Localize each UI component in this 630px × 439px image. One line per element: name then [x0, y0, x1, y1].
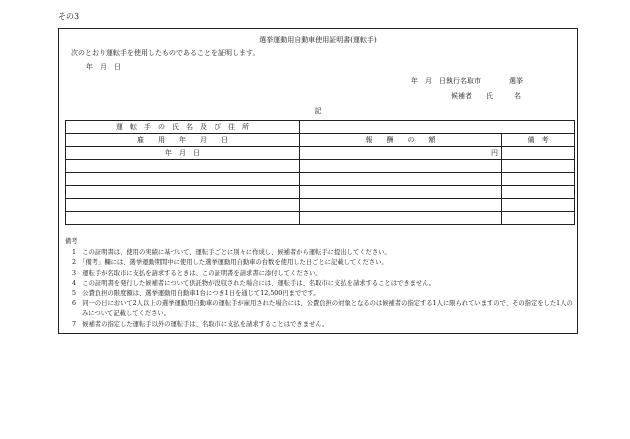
- remarks-cell[interactable]: [502, 199, 575, 212]
- remarks-cell[interactable]: [502, 173, 575, 186]
- notes-heading: 備考: [65, 238, 78, 245]
- note-item: 7 候補者の指定した運転手以外の運転手は、名取市に支払を請求することはできません。: [72, 320, 329, 328]
- table-row: [66, 173, 575, 186]
- employment-date-cell[interactable]: [66, 160, 300, 173]
- employment-date-cell[interactable]: [66, 173, 300, 186]
- table-row: [66, 199, 575, 212]
- driver-name-address-field[interactable]: [300, 121, 575, 134]
- remuneration-cell[interactable]: [300, 186, 502, 199]
- certificate-frame: [58, 28, 578, 334]
- remuneration-cell[interactable]: 円: [300, 147, 502, 160]
- employment-date-cell[interactable]: [66, 199, 300, 212]
- certification-statement: 次のとおり運転手を使用したものであることを証明します。: [71, 49, 260, 57]
- remarks-cell[interactable]: [502, 147, 575, 160]
- note-item: 1 この証明書は、使用の実績に基づいて、運転手ごとに別々に作成し、候補者から運転手に提出してください。: [72, 249, 391, 257]
- note-item: 3 運転手が名取市に支払を請求するときは、この証明書を請求書に添付してください。: [72, 269, 322, 277]
- ki-marker: 記: [314, 107, 322, 115]
- remuneration-header: 報 酬 の 額: [300, 134, 502, 147]
- election-execution-line: 年 月 日執行名取市 選挙: [411, 77, 523, 85]
- issue-date: 年 月 日: [86, 63, 121, 71]
- employment-date-cell[interactable]: [66, 186, 300, 199]
- employment-date-cell[interactable]: 年 月 日: [66, 147, 300, 160]
- remarks-header: 備 考: [502, 134, 575, 147]
- employment-date-cell[interactable]: [66, 212, 300, 225]
- note-item: 6 同一の日において2人以上の選挙運動用自動車の運転手が雇用された場合には、公費負担の対象となるのは候補者の指定する1人に限られていますので、その指定をした1人のみについて記載してください。: [72, 300, 573, 318]
- table-row: [66, 212, 575, 225]
- table-row: [66, 147, 575, 160]
- table-row: [66, 186, 575, 199]
- remarks-cell[interactable]: [502, 186, 575, 199]
- driver-table: [65, 120, 575, 225]
- notes-section: [65, 237, 573, 330]
- table-row: [66, 121, 575, 134]
- remuneration-cell[interactable]: [300, 160, 502, 173]
- table-row: [66, 134, 575, 147]
- document-title: 選挙運動用自動車使用証明書(運転手): [259, 36, 377, 44]
- table-row: [66, 160, 575, 173]
- remuneration-cell[interactable]: [300, 199, 502, 212]
- remarks-cell[interactable]: [502, 160, 575, 173]
- note-item: 4 この証明書を発行した候補者について供託物が没収された場合には、運転手は、名取市に支払を請求することはできません。: [72, 279, 436, 287]
- note-item: 5 公費負担の限度額は、選挙運動用自動車1台につき1日を通じて12,500円までです。: [72, 290, 320, 298]
- employment-date-header: 雇 用 年 月 日: [66, 134, 300, 147]
- note-item: 2 「備考」欄には、選挙運動期間中に使用した選挙運動用自動車の台数を使用した日ごとに記載してください。: [72, 259, 388, 267]
- remuneration-cell[interactable]: [300, 212, 502, 225]
- driver-name-address-header: 運 転 手 の 氏 名 及 び 住 所: [66, 121, 300, 134]
- remarks-cell[interactable]: [502, 212, 575, 225]
- candidate-name-line: 候補者 氏 名: [451, 92, 521, 100]
- remuneration-cell[interactable]: [300, 173, 502, 186]
- page-label: その3: [58, 12, 80, 21]
